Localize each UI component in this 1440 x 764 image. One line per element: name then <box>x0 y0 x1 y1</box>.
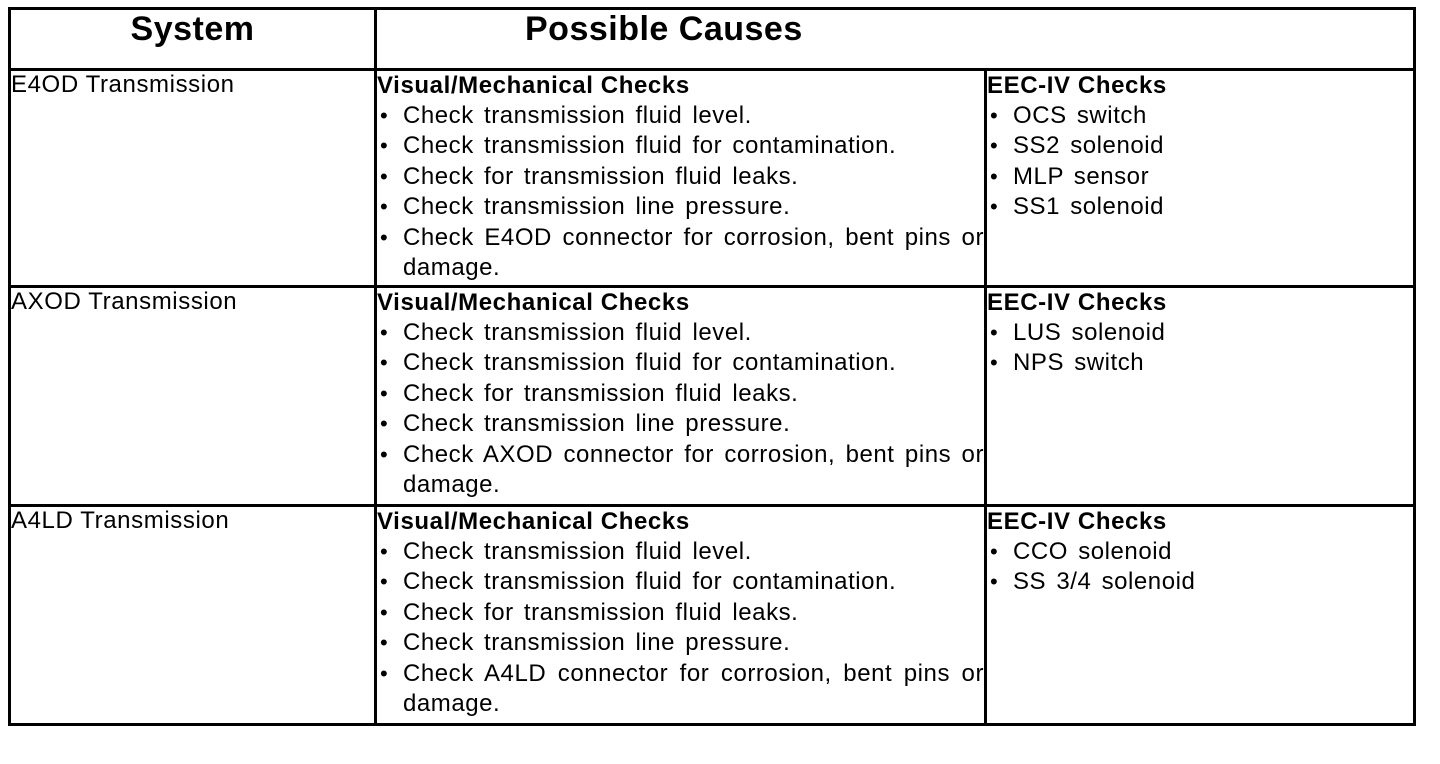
visual-checks-list <box>377 101 984 283</box>
bullet-icon: • <box>990 539 999 564</box>
list-item <box>987 131 1413 161</box>
eec-iv-checks-list <box>987 101 1413 223</box>
list-item-text: Check transmission fluid level. <box>403 102 752 129</box>
bullet-icon: • <box>380 224 389 250</box>
list-item <box>377 659 984 720</box>
bullet-icon: • <box>380 569 389 595</box>
eec-iv-checks-heading: EEC-IV Checks <box>987 289 1167 316</box>
list-item-text: LUS solenoid <box>1013 319 1166 346</box>
list-item <box>377 162 984 192</box>
list-item-text: MLP sensor <box>1013 162 1150 190</box>
list-item <box>377 379 984 409</box>
list-item <box>987 318 1413 348</box>
bullet-icon: • <box>990 103 999 128</box>
list-item-text: Check for transmission fluid leaks. <box>403 162 799 190</box>
bullet-icon: • <box>380 411 389 437</box>
bullet-icon: • <box>990 350 999 376</box>
list-item-text: Check transmission fluid for contamination. <box>403 349 897 377</box>
possible-causes-column-header: Possible Causes <box>376 9 1415 70</box>
list-item-text: SS 3/4 solenoid <box>1013 568 1196 596</box>
system-cell-e4od: E4OD Transmission <box>10 70 376 287</box>
list-item <box>377 440 984 501</box>
list-item <box>377 567 984 597</box>
list-item <box>377 131 984 161</box>
list-item-text: Check transmission fluid level. <box>403 538 752 565</box>
bullet-icon: • <box>990 320 999 345</box>
list-item <box>987 162 1413 192</box>
bullet-icon: • <box>380 599 389 625</box>
eec-iv-checks-heading: EEC-IV Checks <box>987 508 1167 535</box>
visual-checks-heading: Visual/Mechanical Checks <box>377 72 690 99</box>
visual-checks-heading: Visual/Mechanical Checks <box>377 508 690 535</box>
list-item-text: Check AXOD connector for corrosion, bent pins or damage. <box>403 440 984 499</box>
eec-iv-checks-heading: EEC-IV Checks <box>987 72 1167 99</box>
system-cell-axod: AXOD Transmission <box>10 287 376 506</box>
list-item-text: SS1 solenoid <box>1013 193 1165 221</box>
list-item-text: Check transmission line pressure. <box>403 629 791 657</box>
list-item-text: Check transmission fluid for contamination. <box>403 568 897 596</box>
bullet-icon: • <box>990 163 999 189</box>
bullet-icon: • <box>380 194 389 220</box>
visual-checks-cell-a4ld <box>376 506 986 725</box>
visual-checks-cell-axod <box>376 287 986 506</box>
list-item <box>987 348 1413 378</box>
visual-checks-cell-e4od <box>376 70 986 287</box>
bullet-icon: • <box>380 103 389 128</box>
bullet-icon: • <box>990 194 999 220</box>
list-item <box>377 192 984 222</box>
system-cell-a4ld: A4LD Transmission <box>10 506 376 725</box>
list-item <box>377 628 984 658</box>
bullet-icon: • <box>380 133 389 159</box>
list-item-text: Check transmission line pressure. <box>403 410 791 438</box>
bullet-icon: • <box>380 660 389 686</box>
list-item-text: SS2 solenoid <box>1013 132 1165 160</box>
list-item <box>377 598 984 628</box>
list-item <box>987 537 1413 567</box>
table-row <box>10 287 1415 506</box>
list-item <box>987 567 1413 597</box>
bullet-icon: • <box>380 163 389 189</box>
list-item-text: NPS switch <box>1013 349 1145 377</box>
table-header-row <box>10 9 1415 70</box>
table-row <box>10 506 1415 725</box>
list-item-text: Check for transmission fluid leaks. <box>403 598 799 626</box>
list-item-text: Check for transmission fluid leaks. <box>403 379 799 407</box>
list-item-text: Check E4OD connector for corrosion, bent pins or damage. <box>403 223 984 282</box>
list-item <box>377 348 984 378</box>
list-item <box>377 101 984 131</box>
list-item-text: Check transmission fluid level. <box>403 319 752 346</box>
bullet-icon: • <box>380 539 389 564</box>
list-item <box>377 318 984 348</box>
bullet-icon: • <box>990 133 999 159</box>
list-item <box>987 101 1413 131</box>
visual-checks-heading: Visual/Mechanical Checks <box>377 289 690 316</box>
bullet-icon: • <box>380 630 389 656</box>
table-row <box>10 70 1415 287</box>
eec-iv-checks-list <box>987 537 1413 598</box>
possible-causes-table <box>8 7 1416 726</box>
list-item-text: Check transmission line pressure. <box>403 193 791 221</box>
bullet-icon: • <box>380 350 389 376</box>
eec-iv-checks-cell-axod <box>986 287 1415 506</box>
list-item <box>377 409 984 439</box>
bullet-icon: • <box>380 380 389 406</box>
visual-checks-list <box>377 318 984 500</box>
bullet-icon: • <box>380 441 389 467</box>
visual-checks-list <box>377 537 984 719</box>
bullet-icon: • <box>990 569 999 595</box>
system-column-header: System <box>10 9 376 70</box>
eec-iv-checks-cell-a4ld <box>986 506 1415 725</box>
eec-iv-checks-cell-e4od <box>986 70 1415 287</box>
list-item <box>377 223 984 284</box>
list-item-text: Check A4LD connector for corrosion, bent pins or damage. <box>403 659 984 718</box>
list-item <box>377 537 984 567</box>
list-item-text: CCO solenoid <box>1013 538 1173 565</box>
list-item-text: OCS switch <box>1013 102 1147 129</box>
eec-iv-checks-list <box>987 318 1413 379</box>
list-item <box>987 192 1413 222</box>
bullet-icon: • <box>380 320 389 345</box>
list-item-text: Check transmission fluid for contamination. <box>403 132 897 160</box>
